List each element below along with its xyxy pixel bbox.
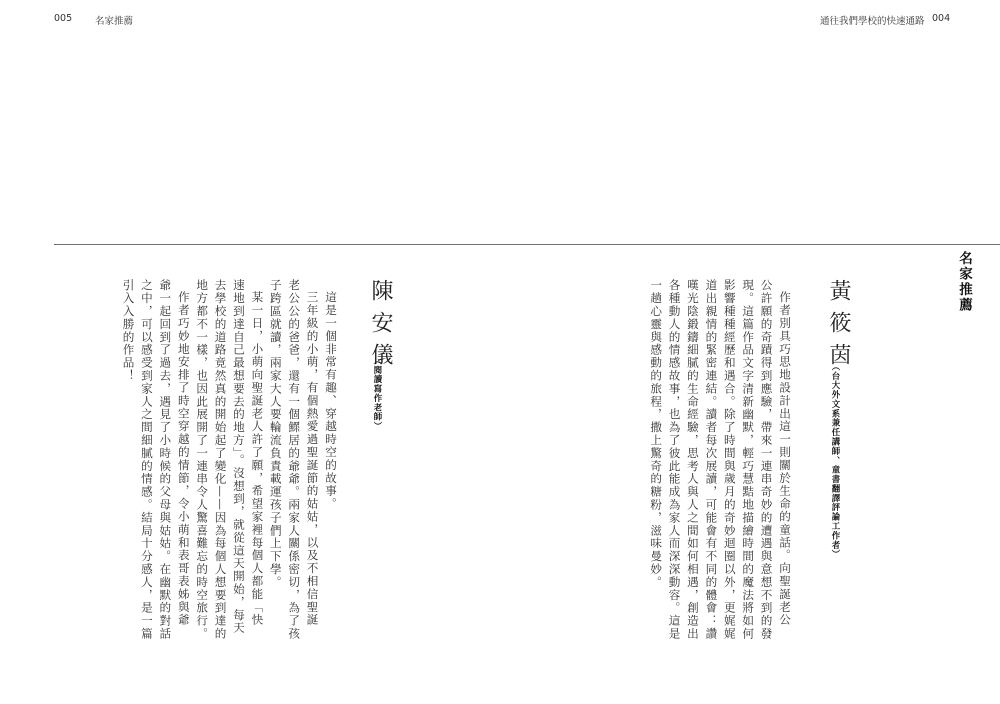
text-line: 公許願的奇蹟得到應驗，帶來一連串奇妙的遭遇與意想不到的發 <box>759 279 774 641</box>
text-line: 速地到達自己最想要去的地方」。沒想到，就從這天開始，每天 <box>231 279 246 635</box>
recommendation-text-2 <box>84 279 340 641</box>
text-line: 作者別具巧思地設計出這一則關於生命的童話。向聖誕老公 <box>778 290 792 626</box>
author-credential-2: （閱讀寫作老師） <box>373 356 383 432</box>
section-heading: 名家推薦 <box>956 251 972 313</box>
text-line: 爺一起回到了過去，遇見了小時候的父母與姑姑。在幽默的對話 <box>158 279 173 641</box>
right-running-title: 通往我們學校的快速通路 <box>820 16 925 27</box>
author-name-2: 陳安儀 <box>368 279 393 375</box>
text-line: 道出親情的緊密連結。讀者每次展讀，可能會有不同的體會：讚 <box>704 279 719 641</box>
text-line: 地方都不一樣，也因此展開了一連串令人驚喜難忘的時空旅行。 <box>195 279 210 641</box>
text-line: 一趟心靈與感動的旅程，撒上驚奇的糖粉，滋味曼妙。 <box>649 279 664 589</box>
author-credential-1: （台大外文系兼任講師、童書翻譯評論工作者） <box>831 362 841 560</box>
text-line: 嘆光陰鍛鑄細膩的生命經驗，思考人與人之間如何相遇，創造出 <box>685 279 700 641</box>
text-line: 引入入勝的作品！ <box>121 279 136 383</box>
left-running-title: 名家推薦 <box>95 16 134 27</box>
text-line: 之中，可以感受到家人之間細膩的情感。結局十分感人，是一篇 <box>139 279 154 641</box>
text-line: 作者巧妙地安排了時空穿越的情節，令小萌和表哥表姊與爺 <box>176 290 191 626</box>
text-line: 子跨區就讀，兩家大人要輪流負責載運孩子們上下學。 <box>268 279 283 589</box>
right-page-number: 004 <box>932 13 951 24</box>
author-name-1: 黃筱茵 <box>826 279 851 375</box>
left-page-number: 005 <box>54 13 73 24</box>
text-line: 各種動人的情感故事，也為了彼此能成為家人而深深動容。這是 <box>667 279 682 641</box>
text-line: 這是一個非常有趣、穿越時空的故事。 <box>324 290 338 510</box>
divider-rule <box>54 244 1000 245</box>
text-line: 現。這篇作品文字清新幽默，輕巧慧黠地描繪時間的魔法將如何 <box>741 279 756 641</box>
text-line: 影響種種經歷和遇合。除了時間與歲月的奇妙迴圈以外，更娓娓 <box>722 279 737 641</box>
text-line: 老公公的爸爸，還有一個鰥居的爺爺。兩家人關係密切，為了孩 <box>287 279 302 641</box>
text-line: 三年級的小萌，有個熱愛過聖誕節的姑姑，以及不相信聖誕 <box>305 290 320 626</box>
text-line: 某一日，小萌向聖誕老人許了願，希望家裡每個人都能「快 <box>250 290 265 626</box>
text-line: 去學校的道路竟然真的開始起了變化——因為每個人想要到達的 <box>213 279 228 641</box>
recommendation-text-1 <box>622 279 794 641</box>
